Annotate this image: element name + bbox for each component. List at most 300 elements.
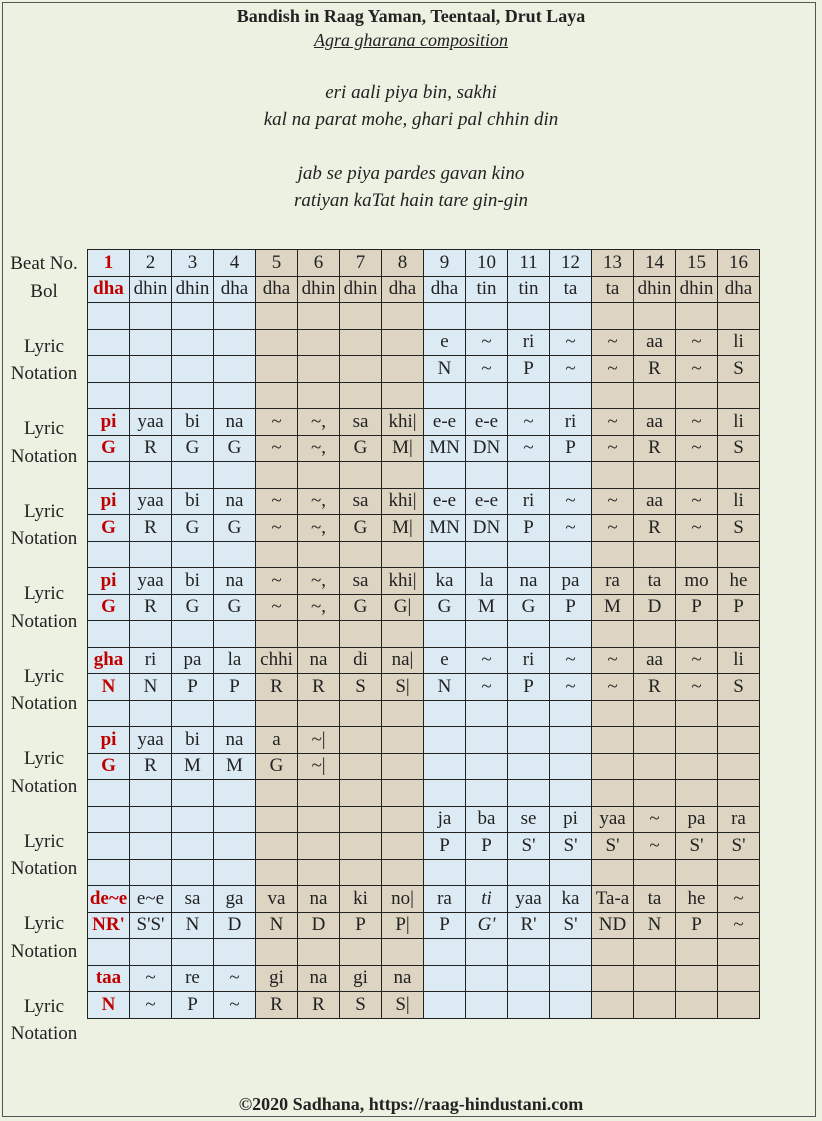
notation-cell: G [88, 753, 130, 780]
lyric-cell: re [172, 965, 214, 992]
lyric-cell [592, 727, 634, 754]
lyric-cell [634, 727, 676, 754]
spacer-cell [718, 303, 760, 330]
spacer-cell [634, 939, 676, 966]
spacer-cell [718, 939, 760, 966]
notation-cell: P [172, 674, 214, 701]
spacer-cell [382, 939, 424, 966]
spacer-cell [130, 541, 172, 568]
row-label: Lyric [23, 995, 65, 1017]
copyright-footer: ©2020 Sadhana, https://raag-hindustani.com [238, 1094, 584, 1114]
notation-cell: G [172, 515, 214, 542]
notation-cell: S| [382, 992, 424, 1019]
spacer-cell [382, 859, 424, 886]
notation-cell: S' [550, 912, 592, 939]
notation-cell: ~, [298, 515, 340, 542]
notation-cell: M| [382, 515, 424, 542]
notation-cell: ~ [256, 435, 298, 462]
notation-cell [340, 833, 382, 860]
spacer-cell [424, 303, 466, 330]
notation-cell: ~ [718, 912, 760, 939]
spacer-cell [508, 541, 550, 568]
notation-cell: ~, [298, 435, 340, 462]
spacer-cell [88, 462, 130, 489]
spacer-cell [550, 462, 592, 489]
spacer-cell [424, 541, 466, 568]
lyric-cell: pa [676, 806, 718, 833]
notation-cell: MN [424, 515, 466, 542]
notation-cell: S [340, 992, 382, 1019]
spacer-cell [550, 382, 592, 409]
lyric-cell: he [676, 886, 718, 913]
spacer-cell [424, 939, 466, 966]
spacer-cell [634, 382, 676, 409]
spacer-cell [718, 541, 760, 568]
notation-cell [466, 753, 508, 780]
beat-cell: 5 [256, 250, 298, 277]
notation-cell [382, 833, 424, 860]
spacer-cell [298, 382, 340, 409]
spacer-cell [676, 859, 718, 886]
spacer-cell [172, 939, 214, 966]
spacer-cell [634, 780, 676, 807]
notation-cell [256, 833, 298, 860]
lyric-cell: e-e [466, 488, 508, 515]
notation-cell [718, 753, 760, 780]
lyric-cell: yaa [130, 488, 172, 515]
spacer-cell [634, 621, 676, 648]
lyric-cell: pi [550, 806, 592, 833]
spacer-cell [340, 700, 382, 727]
lyric-cell [508, 965, 550, 992]
spacer-cell [508, 939, 550, 966]
spacer-cell [214, 700, 256, 727]
spacer-cell [424, 700, 466, 727]
lyric-cell: pi [88, 727, 130, 754]
spacer-cell [256, 462, 298, 489]
notation-cell: ~ [676, 515, 718, 542]
lyric-cell: ~ [676, 647, 718, 674]
notation-cell: R [298, 674, 340, 701]
row-label: Notation [10, 1023, 78, 1044]
spacer-cell [634, 859, 676, 886]
spacer-cell [466, 462, 508, 489]
notation-cell: P [340, 912, 382, 939]
lyric-cell: ra [424, 886, 466, 913]
lyric-cell: sa [340, 488, 382, 515]
lyric-cell: pi [88, 409, 130, 436]
notation-cell: P [424, 833, 466, 860]
lyric-cell [508, 727, 550, 754]
notation-cell [172, 833, 214, 860]
beat-cell: 1 [88, 250, 130, 277]
lyric-cell: li [718, 409, 760, 436]
notation-cell: G [214, 594, 256, 621]
lyric-cell: sa [340, 568, 382, 595]
lyric-cell: de~e [88, 886, 130, 913]
notation-cell [592, 753, 634, 780]
notation-cell: ~ [214, 992, 256, 1019]
row-label: Notation [10, 610, 78, 632]
lyric-cell: ~ [550, 329, 592, 356]
notation-cell [214, 833, 256, 860]
lyric-cell: khi| [382, 568, 424, 595]
spacer-cell [634, 303, 676, 330]
notation-cell: D [298, 912, 340, 939]
notation-cell: R [130, 515, 172, 542]
spacer-cell [550, 780, 592, 807]
notation-cell: DN [466, 515, 508, 542]
lyric-cell [340, 806, 382, 833]
beat-cell: 11 [508, 250, 550, 277]
spacer-cell [592, 859, 634, 886]
lyric-cell: na [214, 568, 256, 595]
bol-cell: dhin [634, 276, 676, 303]
beat-cell: 15 [676, 250, 718, 277]
lyric-cell [550, 727, 592, 754]
lyric-cell [256, 329, 298, 356]
notation-cell: S'S' [130, 912, 172, 939]
notation-cell: R [634, 356, 676, 383]
lyric-cell: e-e [466, 409, 508, 436]
beat-cell: 13 [592, 250, 634, 277]
spacer-cell [382, 303, 424, 330]
lyric-cell [340, 329, 382, 356]
row-label: Lyric [23, 665, 65, 687]
notation-cell: ~ [592, 674, 634, 701]
spacer-cell [550, 541, 592, 568]
bol-cell: dha [88, 276, 130, 303]
notation-cell: S' [550, 833, 592, 860]
row-label: Notation [10, 528, 78, 549]
spacer-cell [256, 303, 298, 330]
lyric-cell: ~ [676, 488, 718, 515]
notation-cell: ~ [466, 674, 508, 701]
lyric-cell: ~ [676, 409, 718, 436]
notation-cell: N [256, 912, 298, 939]
notation-cell: P| [382, 912, 424, 939]
notation-cell: S| [382, 674, 424, 701]
spacer-cell [508, 700, 550, 727]
notation-cell: ~, [298, 594, 340, 621]
bol-cell: tin [466, 276, 508, 303]
notation-cell [256, 356, 298, 383]
lyric-cell: la [214, 647, 256, 674]
lyric-cell [130, 329, 172, 356]
spacer-cell [214, 780, 256, 807]
lyric-cell: ~ [592, 647, 634, 674]
notation-cell: MN [424, 435, 466, 462]
spacer-cell [256, 382, 298, 409]
spacer-cell [718, 382, 760, 409]
notation-cell: R [256, 992, 298, 1019]
lyric-cell: ~ [466, 329, 508, 356]
spacer-cell [550, 700, 592, 727]
lyric-cell: e-e [424, 409, 466, 436]
notation-cell: N [88, 674, 130, 701]
spacer-cell [256, 859, 298, 886]
notation-cell [340, 753, 382, 780]
bol-cell: dha [382, 276, 424, 303]
spacer-cell [172, 462, 214, 489]
lyric-cell: aa [634, 647, 676, 674]
row-label: Beat No. [10, 253, 78, 274]
lyric-cell: bi [172, 409, 214, 436]
spacer-cell [214, 303, 256, 330]
lyric-cell: khi| [382, 409, 424, 436]
header [0, 4, 822, 214]
lyric-cell: bi [172, 568, 214, 595]
spacer-cell [592, 303, 634, 330]
beat-cell: 4 [214, 250, 256, 277]
spacer-cell [466, 303, 508, 330]
spacer-cell [214, 859, 256, 886]
notation-cell: G [340, 515, 382, 542]
lyric-cell: gha [88, 647, 130, 674]
lyric-cell: na| [382, 647, 424, 674]
bol-cell: ta [550, 276, 592, 303]
lyric-cell: ~ [676, 329, 718, 356]
notation-cell: ~ [550, 674, 592, 701]
lyric-cell: a [256, 727, 298, 754]
spacer-cell [130, 780, 172, 807]
lyric-cell: aa [634, 409, 676, 436]
lyric-cell: ~ [508, 409, 550, 436]
lyric-cell [550, 965, 592, 992]
lyric-cell: va [256, 886, 298, 913]
notation-cell: P [424, 912, 466, 939]
spacer-cell [130, 382, 172, 409]
spacer-cell [256, 621, 298, 648]
notation-cell: ~ [256, 594, 298, 621]
row-label: Lyric [23, 830, 65, 852]
spacer-cell [466, 859, 508, 886]
row-label: Lyric [23, 500, 65, 522]
bol-cell: dha [214, 276, 256, 303]
notation-cell [718, 992, 760, 1019]
lyric-cell: ~ [634, 806, 676, 833]
notation-cell: R [256, 674, 298, 701]
lyric-cell: ~, [298, 568, 340, 595]
bol-cell: dhin [340, 276, 382, 303]
notation-cell: NR' [88, 912, 130, 939]
lyric-cell [88, 329, 130, 356]
notation-cell [382, 753, 424, 780]
lyric-cell [88, 806, 130, 833]
row-label: Lyric [23, 335, 65, 357]
lyric-cell: ~ [592, 409, 634, 436]
spacer-cell [718, 859, 760, 886]
verse-line: kal na parat mohe, ghari pal chhin din [263, 109, 559, 130]
notation-cell [508, 753, 550, 780]
notation-cell: ~ [676, 674, 718, 701]
spacer-cell [172, 382, 214, 409]
bol-cell: dhin [298, 276, 340, 303]
notation-cell: P [508, 674, 550, 701]
lyric-cell: ri [130, 647, 172, 674]
lyric-cell: ri [508, 647, 550, 674]
spacer-cell [550, 303, 592, 330]
lyric-cell: ra [718, 806, 760, 833]
lyric-cell: ~ [256, 409, 298, 436]
notation-cell: N [88, 992, 130, 1019]
lyric-cell: sa [172, 886, 214, 913]
notation-cell: S [718, 435, 760, 462]
lyric-cell: na [214, 727, 256, 754]
lyric-cell: di [340, 647, 382, 674]
lyric-cell: pi [88, 488, 130, 515]
spacer-cell [592, 780, 634, 807]
notation-cell: P [550, 594, 592, 621]
notation-cell: G [214, 515, 256, 542]
spacer-cell [382, 780, 424, 807]
spacer-cell [424, 621, 466, 648]
spacer-cell [88, 541, 130, 568]
lyric-cell: ri [508, 488, 550, 515]
spacer-cell [466, 382, 508, 409]
lyric-cell: ~| [298, 727, 340, 754]
lyric-cell: bi [172, 727, 214, 754]
notation-cell: S' [508, 833, 550, 860]
lyric-cell [466, 965, 508, 992]
spacer-cell [88, 859, 130, 886]
notation-cell: P [466, 833, 508, 860]
spacer-cell [592, 462, 634, 489]
lyric-cell: ~ [718, 886, 760, 913]
lyric-cell: e [424, 329, 466, 356]
notation-cell: ~ [592, 515, 634, 542]
lyric-cell: li [718, 329, 760, 356]
spacer-cell [340, 621, 382, 648]
lyric-cell: ~ [550, 647, 592, 674]
lyric-cell: ka [550, 886, 592, 913]
notation-cell: M [172, 753, 214, 780]
spacer-cell [676, 541, 718, 568]
lyric-cell [298, 329, 340, 356]
lyric-cell: na [508, 568, 550, 595]
notation-cell: ~ [550, 515, 592, 542]
spacer-cell [172, 621, 214, 648]
lyric-cell: ~ [256, 488, 298, 515]
lyric-cell: Ta-a [592, 886, 634, 913]
lyric-cell: yaa [508, 886, 550, 913]
spacer-cell [214, 462, 256, 489]
spacer-cell [550, 939, 592, 966]
notation-cell: G [88, 435, 130, 462]
lyric-cell: na [298, 647, 340, 674]
notation-cell: M [592, 594, 634, 621]
notation-cell [508, 992, 550, 1019]
page-subtitle: Agra gharana composition [313, 30, 508, 50]
notation-cell: D [634, 594, 676, 621]
spacer-cell [424, 462, 466, 489]
spacer-cell [382, 382, 424, 409]
spacer-cell [466, 621, 508, 648]
notation-cell: ~ [592, 435, 634, 462]
lyric-cell: ~ [550, 488, 592, 515]
notation-cell: ~ [550, 356, 592, 383]
notation-cell [88, 356, 130, 383]
row-label: Lyric [23, 913, 65, 934]
spacer-cell [130, 303, 172, 330]
notation-cell: R [298, 992, 340, 1019]
bol-cell: dhin [676, 276, 718, 303]
beat-cell: 2 [130, 250, 172, 277]
spacer-cell [676, 303, 718, 330]
spacer-cell [88, 621, 130, 648]
notation-cell [130, 356, 172, 383]
notation-cell: ~ [130, 992, 172, 1019]
lyric-cell: aa [634, 329, 676, 356]
spacer-cell [466, 939, 508, 966]
spacer-cell [382, 462, 424, 489]
notation-cell [466, 992, 508, 1019]
beat-cell: 6 [298, 250, 340, 277]
notation-cell: S [718, 515, 760, 542]
lyric-cell: khi| [382, 488, 424, 515]
lyric-cell: ta [634, 568, 676, 595]
beat-cell: 16 [718, 250, 760, 277]
notation-cell: G [340, 594, 382, 621]
beat-cell: 10 [466, 250, 508, 277]
notation-cell: ~ [508, 435, 550, 462]
spacer-cell [340, 541, 382, 568]
spacer-cell [298, 621, 340, 648]
lyric-cell: ~ [256, 568, 298, 595]
notation-cell: R [130, 435, 172, 462]
notation-cell: G [256, 753, 298, 780]
notation-cell: P [550, 435, 592, 462]
lyric-cell: gi [256, 965, 298, 992]
notation-cell: ~ [634, 833, 676, 860]
notation-cell: R [130, 753, 172, 780]
lyric-cell [214, 806, 256, 833]
verse-line: eri aali piya bin, sakhi [325, 82, 497, 103]
notation-cell: ~| [298, 753, 340, 780]
row-label: Notation [10, 858, 78, 879]
beat-cell: 9 [424, 250, 466, 277]
lyric-cell: na [382, 965, 424, 992]
lyric-cell: ~ [592, 329, 634, 356]
notation-cell: S' [718, 833, 760, 860]
notation-cell: M [214, 753, 256, 780]
lyric-cell [634, 965, 676, 992]
spacer-cell [172, 780, 214, 807]
notation-cell [88, 833, 130, 860]
notation-cell: D [214, 912, 256, 939]
lyric-cell: ~, [298, 409, 340, 436]
row-label: Lyric [23, 418, 65, 439]
lyric-cell: sa [340, 409, 382, 436]
notation-cell: N [424, 356, 466, 383]
spacer-cell [592, 382, 634, 409]
spacer-cell [298, 462, 340, 489]
notation-cell: DN [466, 435, 508, 462]
spacer-cell [340, 780, 382, 807]
notation-cell: P [718, 594, 760, 621]
notation-cell: P [676, 594, 718, 621]
spacer-cell [592, 939, 634, 966]
beat-cell: 3 [172, 250, 214, 277]
lyric-cell: no| [382, 886, 424, 913]
spacer-cell [676, 700, 718, 727]
lyric-cell [718, 965, 760, 992]
lyric-cell [424, 727, 466, 754]
lyric-cell: ki [340, 886, 382, 913]
lyric-cell: pi [88, 568, 130, 595]
lyric-cell: ga [214, 886, 256, 913]
lyric-cell [424, 965, 466, 992]
